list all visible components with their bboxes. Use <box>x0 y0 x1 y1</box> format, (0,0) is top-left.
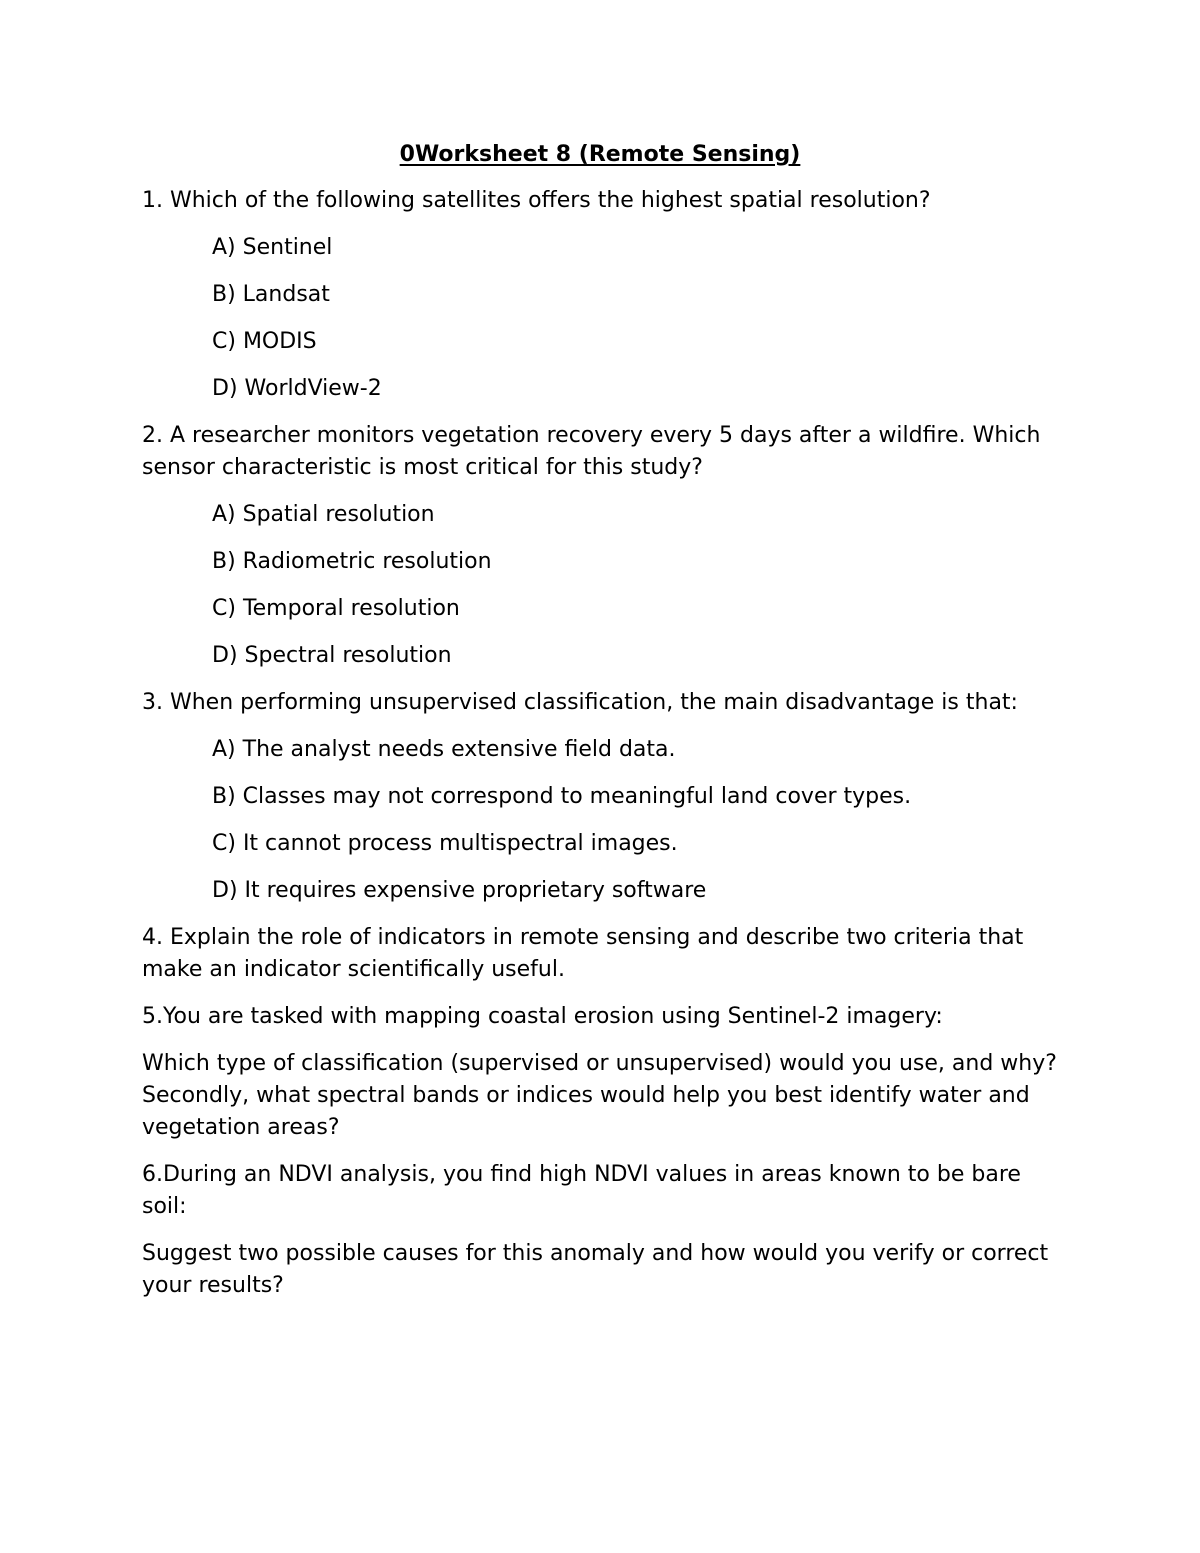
question-2: 2. A researcher monitors vegetation recovery every 5 days after a wildfire. Which sensor characteristic is most critical for this study? <box>142 423 1041 480</box>
worksheet-title: 0Worksheet 8 (Remote Sensing) <box>399 142 801 167</box>
question-6: 6.During an NDVI analysis, you find high NDVI values in areas known to be bare soil: <box>142 1162 1021 1219</box>
q1-option-a: A) Sentinel <box>212 235 333 260</box>
q1-option-c: C) MODIS <box>212 329 317 354</box>
q2-option-a: A) Spatial resolution <box>212 502 435 527</box>
question-6-followup: Suggest two possible causes for this anomaly and how would you verify or correct your results? <box>142 1241 1049 1298</box>
question-5-followup: Which type of classification (supervised or unsupervised) would you use, and why? Secondly, what spectral bands or indices would help you best identify water and vegetation areas? <box>142 1051 1057 1140</box>
q3-option-b: B) Classes may not correspond to meaningful land cover types. <box>212 784 912 809</box>
q3-option-c: C) It cannot process multispectral images. <box>212 831 678 856</box>
question-4: 4. Explain the role of indicators in remote sensing and describe two criteria that make an indicator scientifically useful. <box>142 925 1024 982</box>
question-1: 1. Which of the following satellites offers the highest spatial resolution? <box>142 188 931 213</box>
q2-option-c: C) Temporal resolution <box>212 596 460 621</box>
q3-option-d: D) It requires expensive proprietary software <box>212 878 707 903</box>
question-3: 3. When performing unsupervised classification, the main disadvantage is that: <box>142 690 1018 715</box>
q1-option-b: B) Landsat <box>212 282 330 307</box>
q2-option-d: D) Spectral resolution <box>212 643 452 668</box>
q3-option-a: A) The analyst needs extensive field data. <box>212 737 676 762</box>
q1-option-d: D) WorldView-2 <box>212 376 382 401</box>
worksheet-body <box>142 139 1062 1317</box>
q2-option-b: B) Radiometric resolution <box>212 549 492 574</box>
question-5: 5.You are tasked with mapping coastal erosion using Sentinel-2 imagery: <box>142 1004 943 1029</box>
